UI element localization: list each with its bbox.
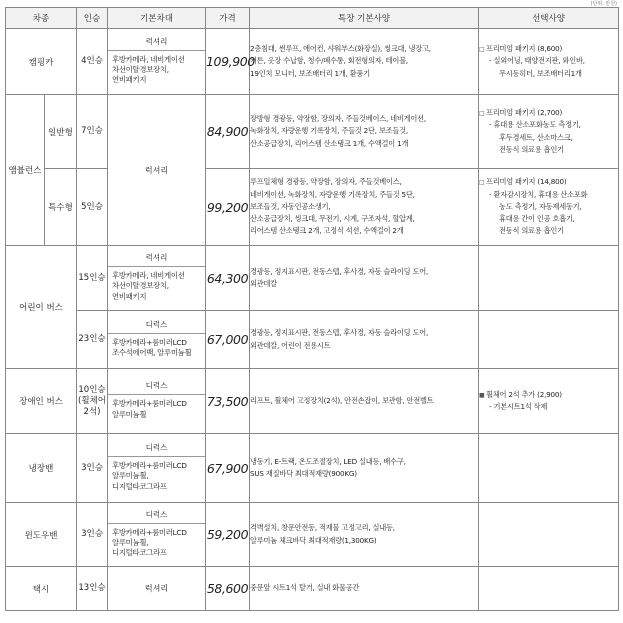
options-cell: [479, 434, 619, 503]
feature-line: 산소공급장치, 리어스템 산소탱크 1개, 수액걸이 1개: [250, 138, 409, 148]
seats-cell: 3인승: [77, 503, 108, 567]
table-row-window-van: [6, 503, 619, 567]
option-line: - 휴대용 산소포화농도 측정기,: [489, 120, 581, 130]
trim-name: 디럭스: [108, 440, 205, 457]
header-basic-features: 특장 기본사양: [250, 8, 479, 29]
feature-line: 장방형 경광등, 약장함, 장의자, 주들것베이스, 네비게이션,: [250, 114, 426, 124]
type-cell: 냉장밴: [6, 434, 77, 503]
trim-item: 후방카메라, 네비게이션: [112, 54, 185, 64]
header-price: 가격: [206, 8, 250, 29]
features-cell: [250, 169, 479, 246]
price-cell: 64,300: [206, 246, 250, 311]
trim-item: 후방카메라+룸미러LCD: [112, 527, 187, 537]
trim-name: 디럭스: [108, 317, 205, 334]
option-line: 전동식 의료용 흡인기: [499, 226, 564, 236]
trim-cell: [108, 311, 206, 369]
options-cell: [479, 29, 619, 95]
header-options: 선택사양: [479, 8, 619, 29]
option-line: - 실외어닝, 태양전지판, 와인바,: [489, 56, 585, 66]
subtype-cell: 일반형: [45, 95, 77, 169]
features-cell: [250, 369, 479, 434]
feature-line: 산소공급장치, 씽크대, 무전기, 시계, 구조자석, 혈압계,: [250, 214, 415, 224]
options-cell: [479, 503, 619, 567]
trim-name: 럭셔리: [108, 250, 205, 267]
price-cell: 58,600: [206, 567, 250, 611]
seats-cell: [77, 369, 108, 434]
feature-line: SUS 재질바닥 최대적재량(900KG): [250, 469, 357, 478]
features-cell: [250, 503, 479, 567]
seats-cell: 7인승: [77, 95, 108, 169]
feature-line: 루프일체형 경광등, 약장함, 장의자, 주들것베이스,: [250, 177, 402, 187]
bullet-icon: □: [479, 179, 485, 187]
feature-line: 네비게이션, 녹화장치, 자량운행 기록장치, 주들것 5단,: [250, 189, 415, 199]
trim-item: 디지털타코그라프: [112, 548, 167, 558]
type-cell: 윈도우밴: [6, 503, 77, 567]
option-line: - 기본시트1석 삭제: [489, 402, 548, 411]
seats-cell: 4인승: [77, 29, 108, 95]
price-cell: 59,200: [206, 503, 250, 567]
table-row-kids-23: [6, 311, 619, 369]
features-cell: [250, 29, 479, 95]
table-row-taxi: [6, 567, 619, 611]
trim-item: 차선이탈경보장치,: [112, 64, 169, 74]
option-line: 휴대용 간이 인공 호흡기,: [499, 214, 575, 224]
options-cell: [479, 95, 619, 169]
price-cell: 73,500: [206, 369, 250, 434]
trim-item: 후방카메라+룸미러LCD: [112, 337, 187, 347]
table-row-ambulance-special: [6, 169, 619, 246]
trim-item: 후방카메라, 네비게이션: [112, 271, 185, 281]
trim-item: 연비패키지: [112, 291, 147, 301]
feature-line: 19인치 모니터, 보조배터리 1개, 환풍기: [250, 68, 371, 78]
features-cell: [250, 246, 479, 311]
price-cell: 67,000: [206, 311, 250, 369]
table-row-disabled-bus: [6, 369, 619, 434]
trim-item: 차선이탈경보장치,: [112, 281, 169, 291]
option-main: 휠체어 2석 추가 (2,900): [486, 389, 562, 399]
seats-line: (휠체어: [78, 395, 106, 406]
features-cell: [250, 567, 479, 611]
feature-line: 녹화장치, 자량운행 기록장치, 주들것 2단, 보조들것,: [250, 126, 408, 136]
header-base-chassis: 기본차대: [108, 8, 206, 29]
trim-item: 알루미늄휠,: [112, 471, 149, 481]
feature-line: 경광등, 정지표시판, 전동스텝, 후사경, 자동 슬라이딩 도어,: [250, 266, 429, 276]
option-main: 프리미엄 패키지 (8,600): [486, 44, 563, 54]
option-main: 프리미엄 패키지 (14,800): [486, 177, 567, 187]
trim-cell: [108, 95, 206, 246]
feature-line: 알루미늄 체크바닥 최대적재량(1,300KG): [250, 535, 377, 545]
option-main: 프리미엄 패키지 (2,700): [486, 107, 563, 117]
feature-line: 외관데칼, 어린이 전용시트: [250, 340, 331, 350]
trim-item: 연비패키지: [112, 75, 147, 85]
trim-items: [108, 334, 205, 363]
price-cell: 99,200: [206, 169, 250, 246]
seats-line: 10인승: [78, 384, 106, 395]
seats-cell: 13인승: [77, 567, 108, 611]
trim-name: 디럭스: [108, 507, 205, 524]
trim-item: 알루미늄휠,: [112, 537, 149, 547]
feature-line: 리프트, 휠체어 고정장치(2석), 안전손잡이, 보관함, 안전벨트: [250, 395, 434, 405]
feature-line: 리어스템 산소탱크 2개, 고정식 석션, 수액걸이 2개: [250, 226, 404, 236]
bullet-icon: ■: [479, 391, 485, 399]
trim-items: [108, 457, 205, 496]
price-cell: 84,900: [206, 95, 250, 169]
seats-cell: 23인승: [77, 311, 108, 369]
trim-item: 후방카메라+룸미러LCD: [112, 399, 187, 409]
trim-cell: [108, 29, 206, 95]
option-line: - 환자감시장치, 휴대용 산소포화: [489, 189, 588, 199]
options-cell: [479, 567, 619, 611]
trim-item: 조수석에어백, 알루미늄휠: [112, 348, 192, 357]
trim-name: 디럭스: [108, 378, 205, 395]
trim-item: 디지털타코그라프: [112, 481, 167, 491]
option-line: 무시동히터, 보조배터리1개: [499, 68, 582, 78]
header-seats: 인승: [77, 8, 108, 29]
trim-items: [108, 524, 205, 563]
header-vehicle-type: 차종: [6, 8, 77, 29]
bullet-icon: □: [479, 46, 485, 54]
seats-line: 2석): [83, 406, 101, 417]
trim-name: 럭셔리: [144, 584, 169, 593]
vehicle-spec-table: [5, 7, 619, 611]
option-line: 후두경세트, 산소마스크,: [499, 132, 573, 142]
bullet-icon: □: [479, 109, 485, 117]
trim-item: 후방카메라+룸미러LCD: [112, 461, 187, 471]
trim-items: [108, 51, 205, 90]
type-cell: 캠핑카: [6, 29, 77, 95]
subtype-cell: 특수형: [45, 169, 77, 246]
options-cell: [479, 369, 619, 434]
trim-name: 럭셔리: [108, 34, 205, 51]
trim-name: 럭셔리: [144, 165, 169, 175]
seats-cell: 5인승: [77, 169, 108, 246]
seats-cell: 15인승: [77, 246, 108, 311]
feature-line: 보조들것, 자동인공소생기,: [250, 201, 331, 211]
feature-line: 냉동기, E-트랙, 온도조절장치, LED 실내등, 배수구,: [250, 456, 406, 466]
trim-items: [108, 395, 205, 424]
options-cell: [479, 169, 619, 246]
feature-line: 중문앞 시트1석 탈거, 실내 화물공간: [250, 583, 360, 593]
trim-cell: [108, 434, 206, 503]
trim-cell: [108, 503, 206, 567]
type-cell: 앰뷸런스: [6, 95, 45, 246]
price-cell: 109,900: [206, 29, 250, 95]
options-cell: [479, 246, 619, 311]
type-cell: 장애인 버스: [6, 369, 77, 434]
feature-line: 외관데칼: [250, 279, 277, 288]
table-row-kids-15: [6, 246, 619, 311]
table-row-ambulance-general: [6, 95, 619, 169]
trim-cell: [108, 369, 206, 434]
features-cell: [250, 95, 479, 169]
option-line: 전동식 의료용 흡인기: [499, 144, 564, 154]
feature-line: 커튼, 옷장 수납함, 청수/폐수통, 회전형의자, 테이블,: [250, 56, 408, 66]
type-cell: 택시: [6, 567, 77, 611]
features-cell: [250, 434, 479, 503]
features-cell: [250, 311, 479, 369]
trim-cell: [108, 246, 206, 311]
trim-items: [108, 267, 205, 306]
feature-line: 2층침대, 썬루프, 에어컨, 샤워부스(화장실), 씽크대, 냉장고,: [250, 44, 431, 54]
trim-cell: [108, 567, 206, 611]
feature-line: 격벽설치, 창문안전동, 적재물 고정고리, 실내등,: [250, 523, 395, 533]
feature-line: 경광등, 정지표시판, 전동스텝, 후사경, 자동 슬라이딩 도어,: [250, 328, 429, 338]
unit-note: (단위: 만원): [590, 1, 617, 7]
header-row: [6, 8, 619, 29]
table-row-camping: [6, 29, 619, 95]
price-cell: 67,900: [206, 434, 250, 503]
seats-cell: 3인승: [77, 434, 108, 503]
option-line: 농도 측정기, 자동제세동기,: [499, 201, 582, 211]
trim-item: 알루미늄휠: [112, 409, 147, 419]
type-cell: 어린이 버스: [6, 246, 77, 369]
options-cell: [479, 311, 619, 369]
table-row-fridge-van: [6, 434, 619, 503]
